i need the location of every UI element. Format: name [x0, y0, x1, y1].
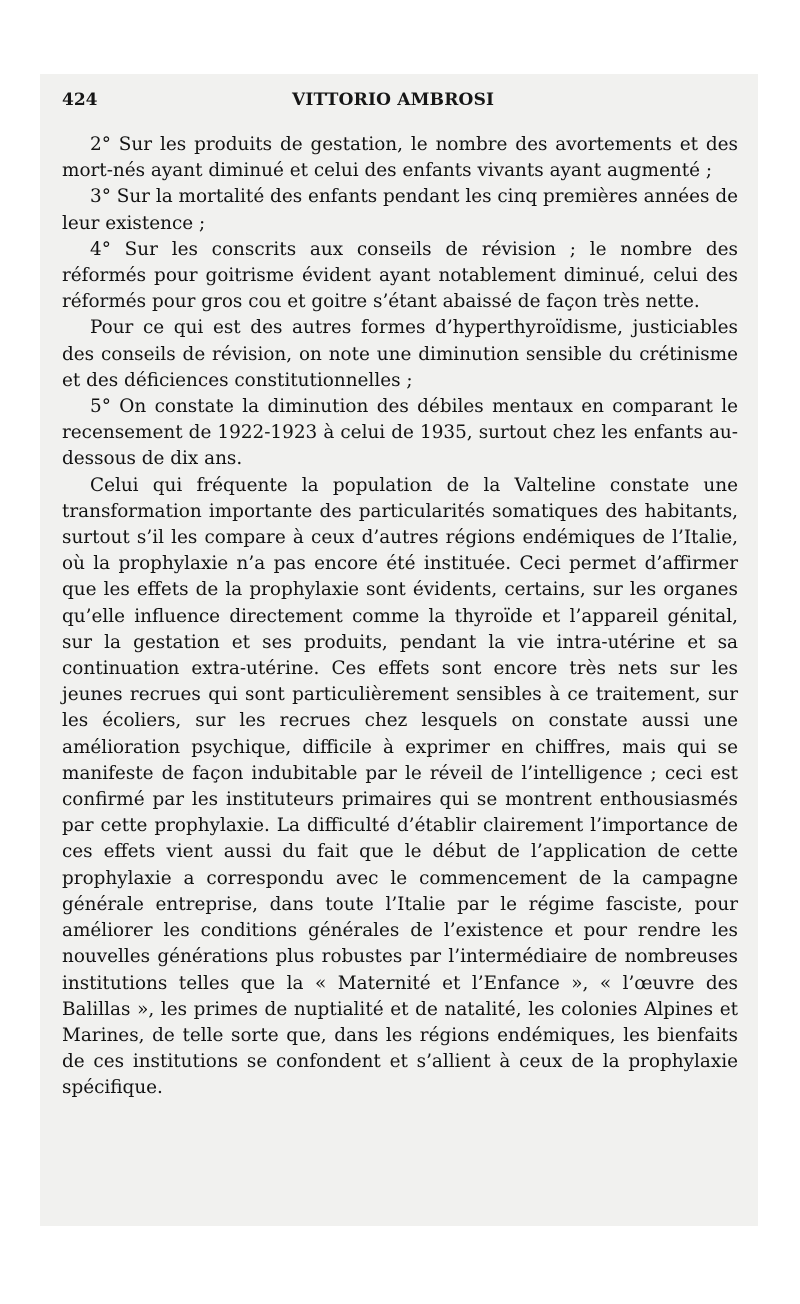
running-title: VITTORIO AMBROSI [292, 90, 495, 110]
body-text [62, 132, 738, 1102]
paragraph-valteline: Celui qui fréquente la population de la Valteline constate une transformation importante des particularités somatiques des habitants, surtout s’il les compare à ceux d’autres régions endémiques de l’Italie, où la prophylaxie n’a pas encore été instituée. Ceci permet d’affirmer que les effets de la prophylaxie sont évidents, certains, sur les organes qu’elle influence directement comme la thyroïde et l’appareil génital, sur la gestation et ses produits, pendant la vie intra-utérine et sa continuation extra-utérine. Ces effets sont encore très nets sur les jeunes recrues qui sont particulièrement sensibles à ce traitement, sur les écoliers, sur les recrues chez lesquels on constate aussi une amélioration psychique, difficile à exprimer en chiffres, mais qui se manifeste de façon indubitable par le réveil de l’intelligence ; ceci est confirmé par les instituteurs primaires qui se montrent enthousiasmés par cette prophylaxie. La difficulté d’établir clairement l’importance de ces effets vient aussi du fait que le début de l’application de cette prophylaxie a correspondu avec le commencement de la campagne générale entreprise, dans toute l’Italie par le régime fasciste, pour améliorer les conditions générales de l’existence et pour rendre les nouvelles générations plus robustes par l’intermédiaire de nombreuses institutions telles que la « Maternité et l’Enfance », « l’œuvre des Balillas », les primes de nuptialité et de natalité, les colonies Alpines et Marines, de telle sorte que, dans les régions endémiques, les bienfaits de ces institutions se confondent et s’allient à ceux de la prophylaxie spécifique. [62, 474, 738, 1099]
paragraph-item-5: 5° On constate la diminution des débiles mentaux en comparant le recensement de 1922-1923 à celui de 1935, surtout chez les enfants au-dessous de dix ans. [62, 396, 738, 470]
paragraph-hyperthyroidism: Pour ce qui est des autres formes d’hyperthyroïdisme, justiciables des conseils de révision, on note une diminution sensible du crétinisme et des déficiences constitutionnelles ; [62, 317, 738, 391]
paragraph-item-4: 4° Sur les conscrits aux conseils de révision ; le nombre des réformés pour goitrisme évident ayant notablement diminué, celui des réformés pour gros cou et goitre s’étant abaissé de façon très nette. [62, 238, 738, 313]
page-number: 424 [62, 90, 98, 110]
paragraph-item-3: 3° Sur la mortalité des enfants pendant les cinq premières années de leur existence ; [62, 186, 738, 234]
page-header [62, 86, 738, 116]
paragraph-item-2: 2° Sur les produits de gestation, le nombre des avortements et des mort-nés ayant diminué et celui des enfants vivants ayant augmenté ; [62, 134, 738, 182]
